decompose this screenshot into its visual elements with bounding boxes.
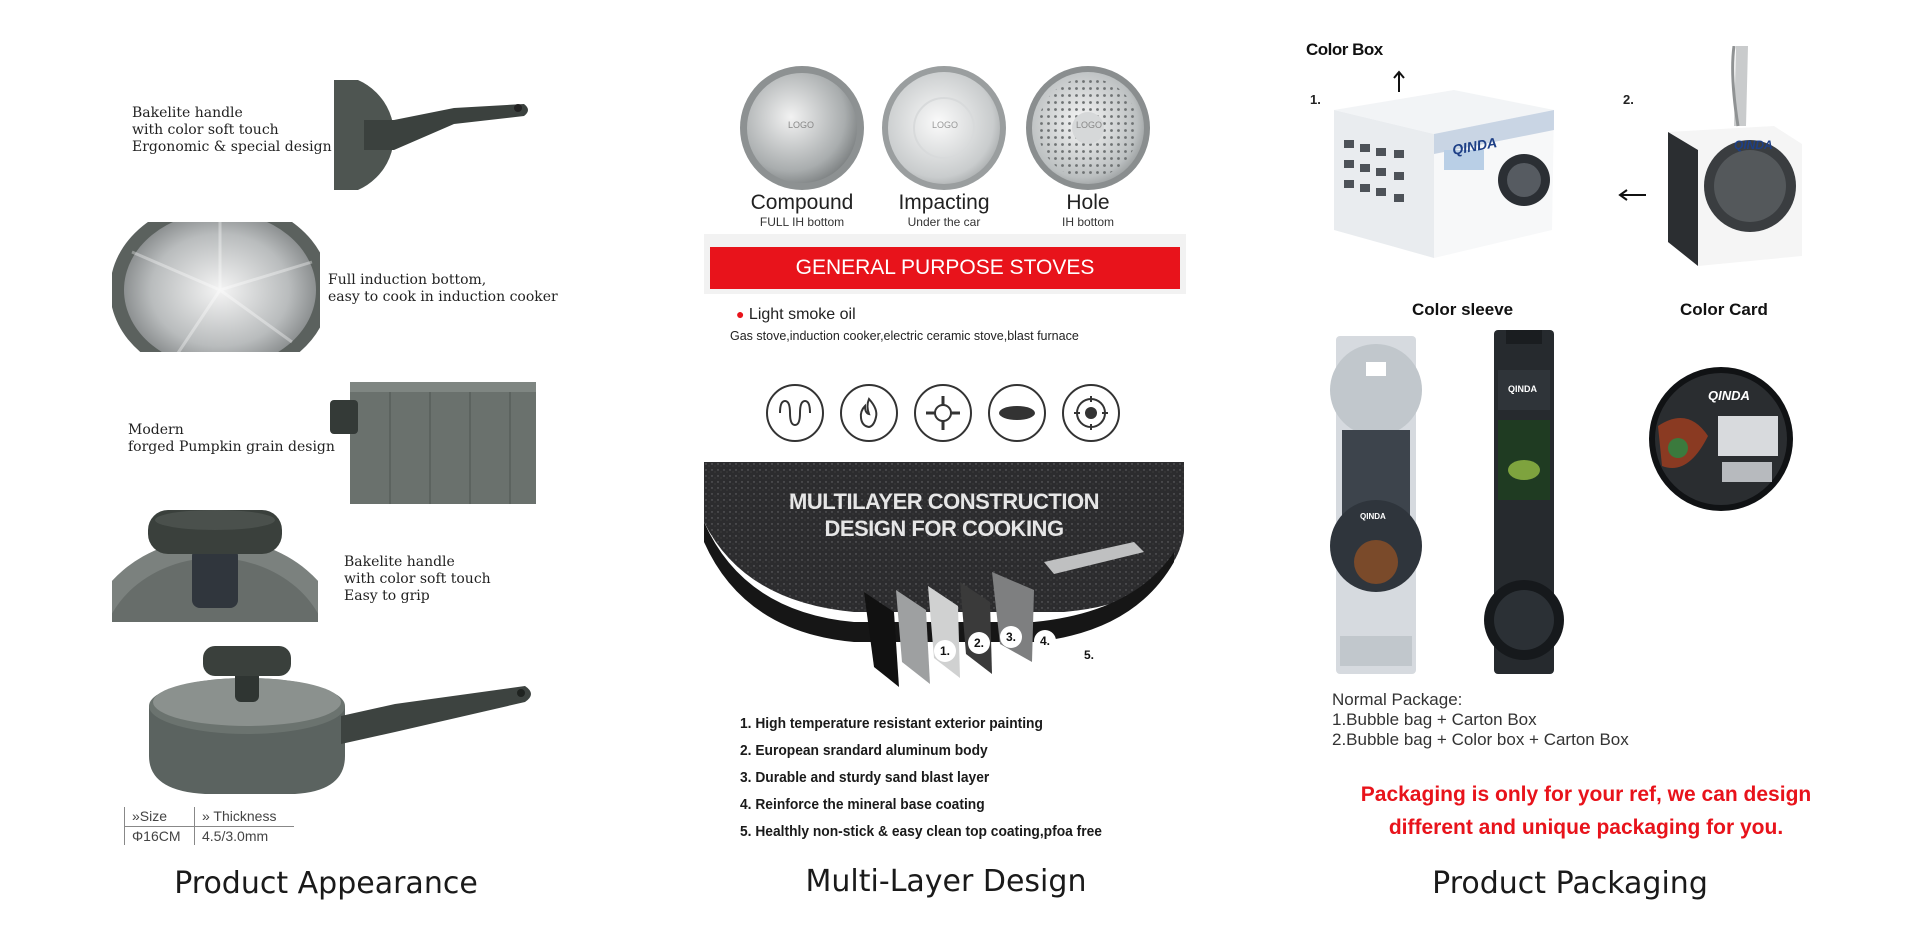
frypan-box-brand: QINDA (1734, 138, 1773, 152)
layer-number-5: 5. (1078, 644, 1100, 666)
feature-4: 4. Reinforce the mineral base coating (740, 796, 985, 813)
multilayer-construction-image (704, 462, 1184, 698)
product-packaging-caption: Product Packaging (1432, 866, 1708, 901)
layer-number-1: 1. (934, 640, 956, 662)
color-sleeve-2-image (1484, 330, 1564, 674)
pumpkin-grain-note: Modern forged Pumpkin grain design (128, 422, 335, 455)
color-card-image (1648, 366, 1794, 512)
package-number-2: 2. (1623, 92, 1634, 107)
spec-thickness-value: 4.5/3.0mm (202, 828, 269, 844)
package-number-1: 1. (1310, 92, 1321, 107)
impacting-logo: LOGO (932, 120, 959, 130)
compound-sub: FULL IH bottom (759, 215, 845, 229)
packaging-ref-note: Packaging is only for your ref, we can design different and unique packaging for you. (1360, 783, 1812, 839)
normal-package-title: Normal Package: (1332, 690, 1463, 709)
compound-bottom-disc (738, 64, 866, 192)
spec-size-value: Φ16CM (132, 828, 181, 844)
normal-package-info (1332, 690, 1629, 750)
normal-package-option-2: 2.Bubble bag + Color box + Carton Box (1332, 730, 1629, 749)
feature-list (740, 710, 1170, 845)
frypan-box-image (1668, 46, 1803, 266)
compound-label (738, 191, 866, 229)
impacting-name: Impacting (898, 191, 990, 214)
normal-package-option-1: 1.Bubble bag + Carton Box (1332, 710, 1537, 729)
gas-flame-icon (840, 384, 898, 442)
color-box-image (1334, 80, 1554, 260)
oil-line: ● Light smoke oil (736, 306, 856, 323)
compound-name: Compound (750, 191, 854, 214)
knob-note: Bakelite handle with color soft touch Easy to grip (344, 554, 491, 604)
compound-logo: LOGO (788, 120, 815, 130)
color-sleeve-1-image (1330, 336, 1422, 674)
color-card-title: Color Card (1680, 300, 1768, 319)
construction-title: MULTILAYER CONSTRUCTION DESIGN FOR COOKING (789, 489, 1099, 541)
impacting-sub: Under the car (907, 215, 981, 229)
feature-3: 3. Durable and sturdy sand blast layer (740, 769, 990, 786)
box-brand: QINDA (1450, 134, 1499, 158)
induction-bottom-image (112, 222, 320, 352)
spec-table (124, 807, 294, 845)
sleeve-2-brand: QINDA (1508, 384, 1537, 394)
feature-5: 5. Healthly non-stick & easy clean top coating,pfoa free (740, 823, 1102, 840)
hole-logo: LOGO (1076, 120, 1103, 130)
product-appearance-caption: Product Appearance (174, 866, 478, 901)
blast-furnace-icon (1062, 384, 1120, 442)
left-arrow-icon (1618, 188, 1648, 207)
sleeve-1-brand: QINDA (1360, 512, 1386, 521)
handle-note: Bakelite handle with color soft touch Ergonomic & special design (132, 105, 332, 155)
gas-burner-icon (914, 384, 972, 442)
impacting-label (880, 191, 1008, 229)
feature-1: 1. High temperature resistant exterior painting (740, 715, 1043, 732)
oil-text: Light smoke oil (748, 306, 856, 323)
hole-label (1024, 191, 1152, 229)
hole-name: Hole (1066, 191, 1110, 214)
pumpkin-grain-pot-image (330, 372, 536, 504)
feature-2: 2. European srandard aluminum body (740, 742, 988, 759)
layer-number-3: 3. (1000, 626, 1022, 648)
pan-handle-image (334, 80, 534, 190)
saucepan-image (145, 646, 535, 796)
lid-knob-image (112, 508, 318, 622)
multi-layer-caption: Multi-Layer Design (805, 864, 1087, 899)
color-box-title: Color Box (1306, 40, 1383, 59)
hole-sub: IH bottom (1061, 215, 1115, 229)
general-purpose-banner: GENERAL PURPOSE STOVES (710, 247, 1180, 289)
ceramic-hob-icon (988, 384, 1046, 442)
spec-thickness-label: » Thickness (202, 808, 277, 824)
layer-number-2: 2. (968, 632, 990, 654)
induction-note: Full induction bottom, easy to cook in induction cooker (328, 272, 558, 305)
induction-coil-icon (766, 384, 824, 442)
card-brand: QINDA (1708, 388, 1750, 403)
spec-size-label: »Size (132, 808, 168, 824)
impacting-bottom-disc (880, 64, 1008, 192)
hole-bottom-disc (1024, 64, 1152, 192)
color-sleeve-title: Color sleeve (1412, 300, 1514, 319)
stoves-text: Gas stove,induction cooker,electric ceramic stove,blast furnace (730, 329, 1079, 343)
layer-number-4: 4. (1034, 630, 1056, 652)
